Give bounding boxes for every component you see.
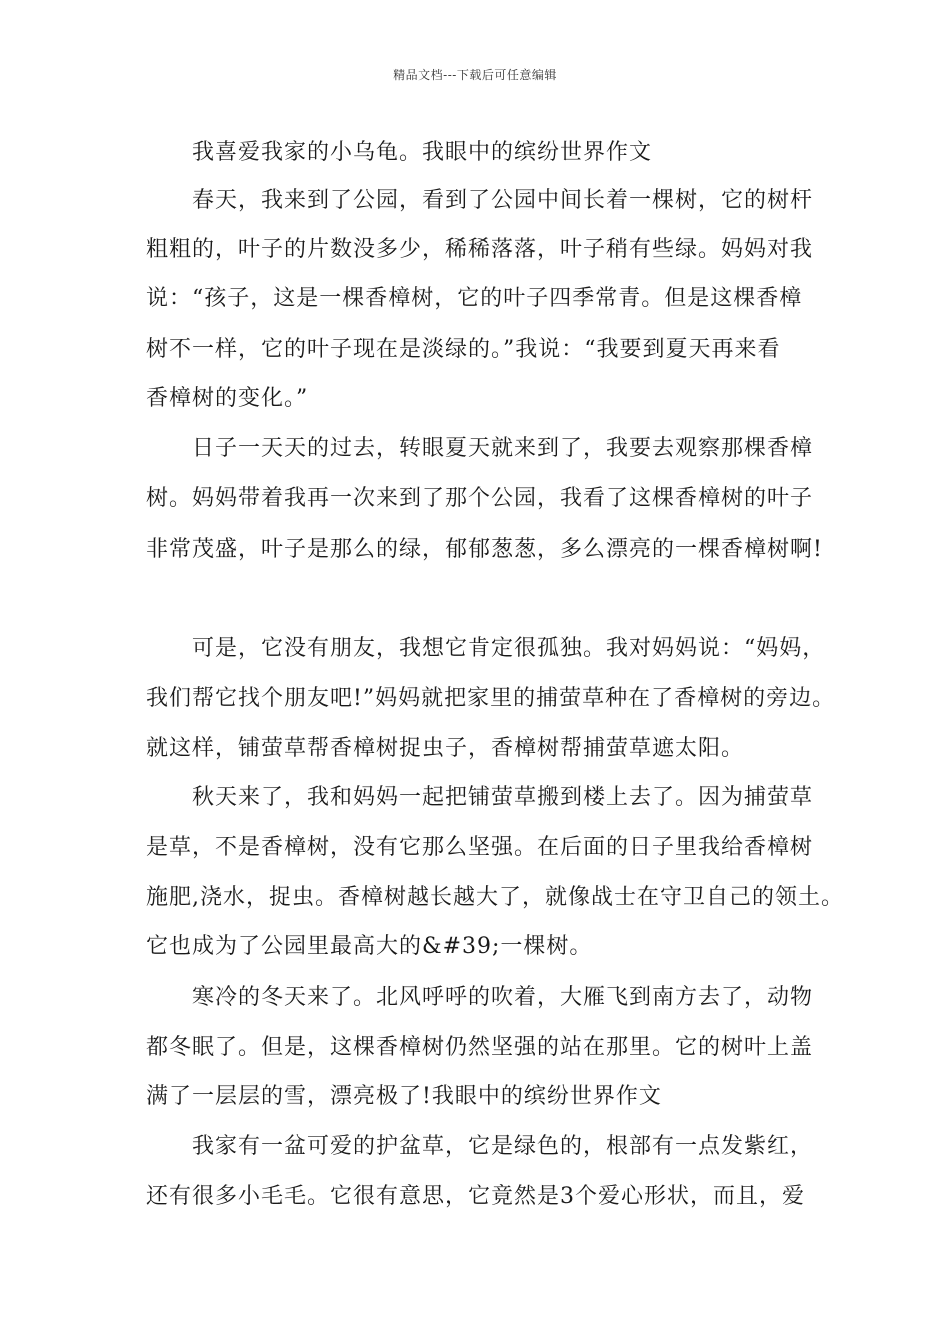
text-line: 我喜爱我家的小乌龟。我眼中的缤纷世界作文: [192, 140, 653, 165]
text-line: 满了一层层的雪，漂亮极了!我眼中的缤纷世界作文: [146, 1084, 662, 1109]
text-line: 可是，它没有朋友，我想它肯定很孤独。我对妈妈说：“妈妈，: [192, 636, 826, 661]
text-line: 日子一天天的过去，转眼夏天就来到了，我要去观察那棵香樟: [192, 436, 814, 461]
text-line: 香樟树的变化。”: [146, 386, 309, 411]
text-line: 粗粗的，叶子的片数没多少，稀稀落落，叶子稍有些绿。妈妈对我: [146, 237, 814, 262]
text-line: 树。妈妈带着我再一次来到了那个公园，我看了这棵香樟树的叶子: [146, 486, 814, 511]
text-line: 就这样，铺萤草帮香樟树捉虫子，香樟树帮捕萤草遮太阳。: [146, 736, 745, 761]
page-header: 精品文档---下载后可任意编辑: [393, 68, 557, 82]
text-line: 我们帮它找个朋友吧!”妈妈就把家里的捕萤草种在了香樟树的旁边。: [146, 686, 836, 711]
text-line: 施肥,浇水，捉虫。香樟树越长越大了，就像战士在守卫自己的领土。: [146, 885, 844, 910]
text-line: 是草，不是香樟树，没有它那么坚强。在后面的日子里我给香樟树: [146, 835, 814, 860]
text-line: 秋天来了，我和妈妈一起把铺萤草搬到楼上去了。因为捕萤草: [192, 785, 814, 810]
text-line: 树不一样，它的叶子现在是淡绿的。”我说：“我要到夏天再来看: [146, 337, 781, 362]
text-line: 还有很多小毛毛。它很有意思，它竟然是3个爱心形状，而且，爱: [146, 1184, 805, 1209]
text-line: 它也成为了公园里最高大的&#39;一棵树。: [146, 934, 593, 959]
text-line: 春天，我来到了公园，看到了公园中间长着一棵树，它的树杆: [192, 188, 814, 213]
text-line: 说：“孩子，这是一棵香樟树，它的叶子四季常青。但是这棵香樟: [146, 286, 803, 311]
text-line: 寒冷的冬天来了。北风呼呼的吹着，大雁飞到南方去了，动物: [192, 985, 814, 1010]
text-line: 非常茂盛，叶子是那么的绿，郁郁葱葱，多么漂亮的一棵香樟树啊!: [146, 537, 823, 562]
text-line: 我家有一盆可爱的护盆草，它是绿色的，根部有一点发紫红，: [192, 1134, 814, 1159]
text-line: 都冬眠了。但是，这棵香樟树仍然坚强的站在那里。它的树叶上盖: [146, 1035, 814, 1060]
